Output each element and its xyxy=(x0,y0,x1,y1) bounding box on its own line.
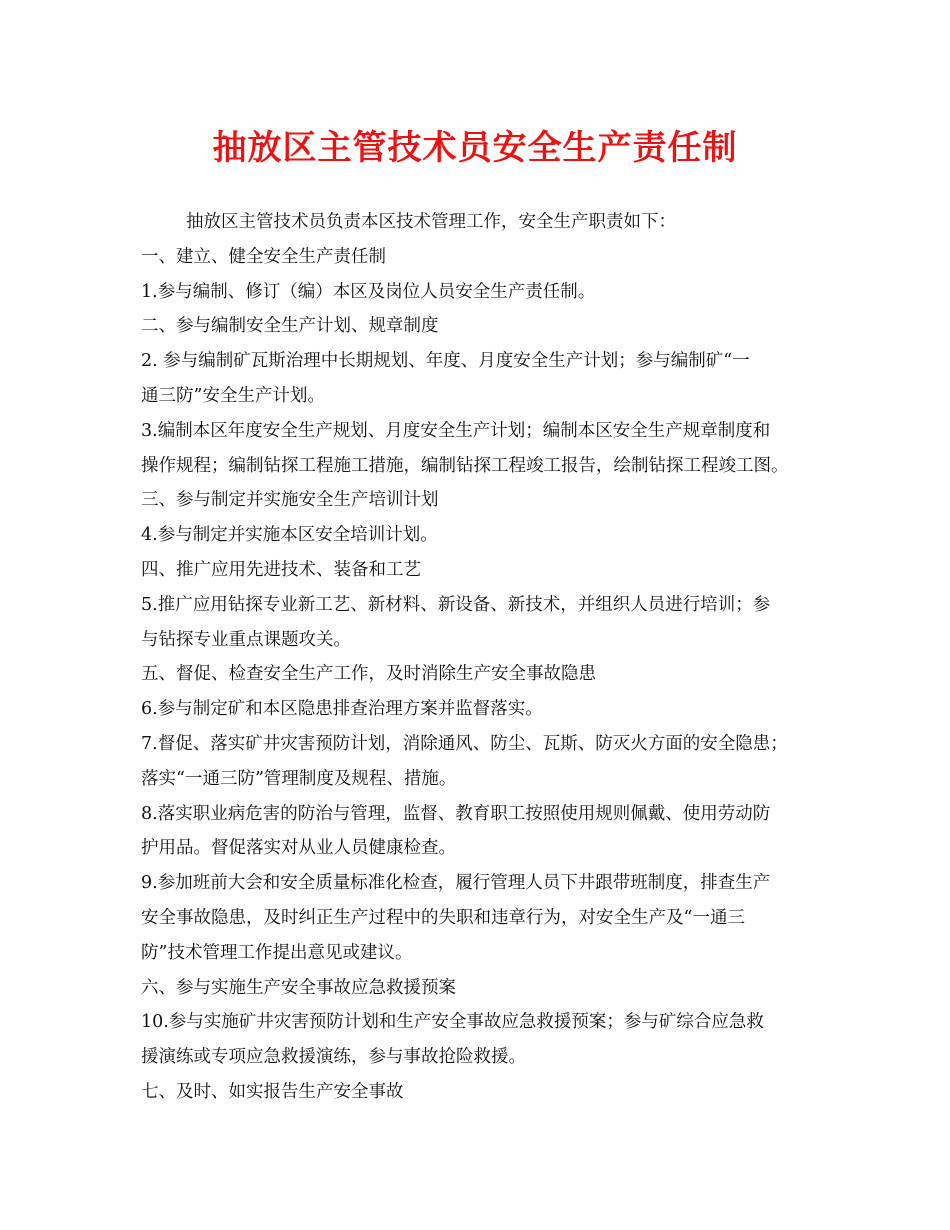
item-4: 4.参与制定并实施本区安全培训计划。 xyxy=(141,525,438,546)
item-6: 6.参与制定矿和本区隐患排查治理方案并监督落实。 xyxy=(141,699,543,720)
item-3-line-2: 操作规程；编制钻探工程施工措施，编制钻探工程竣工报告，绘制钻探工程竣工图。 xyxy=(141,455,789,476)
item-8-line-2: 护用品。督促落实对从业人员健康检查。 xyxy=(141,838,456,859)
item-1: 1.参与编制、修订（编）本区及岗位人员安全生产责任制。 xyxy=(141,281,596,302)
section-heading-3: 三、参与制定并实施安全生产培训计划 xyxy=(141,490,439,511)
section-heading-6: 六、参与实施生产安全事故应急救援预案 xyxy=(141,977,456,998)
item-3-line-1: 3.编制本区年度安全生产规划、月度安全生产计划；编制本区安全生产规章制度和 xyxy=(141,420,771,441)
section-heading-1: 一、建立、健全安全生产责任制 xyxy=(141,246,386,267)
document-title: 抽放区主管技术员安全生产责任制 xyxy=(212,128,738,168)
section-heading-4: 四、推广应用先进技术、装备和工艺 xyxy=(141,559,421,580)
section-heading-7: 七、及时、如实报告生产安全事故 xyxy=(141,1081,404,1102)
item-8-line-1: 8.落实职业病危害的防治与管理，监督、教育职工按照使用规则佩戴、使用劳动防 xyxy=(141,803,771,824)
intro-paragraph: 抽放区主管技术员负责本区技术管理工作，安全生产职责如下： xyxy=(186,212,676,232)
item-10-line-1: 10.参与实施矿井灾害预防计划和生产安全事故应急救援预案；参与矿综合应急救 xyxy=(141,1012,764,1033)
item-7-line-2: 落实“一通三防”管理制度及规程、措施。 xyxy=(141,768,457,789)
item-10-line-2: 援演练或专项应急救援演练，参与事故抢险救援。 xyxy=(141,1047,526,1068)
item-7-line-1: 7.督促、落实矿井灾害预防计划，消除通风、防尘、瓦斯、防灭火方面的安全隐患； xyxy=(141,733,788,754)
section-heading-2: 二、参与编制安全生产计划、规章制度 xyxy=(141,316,439,337)
item-9-line-2: 安全事故隐患，及时纠正生产过程中的失职和违章行为，对安全生产及“一通三 xyxy=(141,907,745,928)
item-2-line-2: 通三防”安全生产计划。 xyxy=(141,385,325,406)
section-heading-5: 五、督促、检查安全生产工作，及时消除生产安全事故隐患 xyxy=(141,664,596,685)
item-5-line-1: 5.推广应用钻探专业新工艺、新材料、新设备、新技术，并组织人员进行培训；参 xyxy=(141,594,771,615)
item-5-line-2: 与钻探专业重点课题攻关。 xyxy=(141,629,351,650)
item-9-line-1: 9.参加班前大会和安全质量标准化检查，履行管理人员下井跟带班制度，排查生产 xyxy=(141,873,771,894)
item-9-line-3: 防”技术管理工作提出意见或建议。 xyxy=(141,942,413,963)
document-body xyxy=(141,205,821,1110)
item-2-line-1: 2. 参与编制矿瓦斯治理中长期规划、年度、月度安全生产计划；参与编制矿“一 xyxy=(141,351,750,372)
